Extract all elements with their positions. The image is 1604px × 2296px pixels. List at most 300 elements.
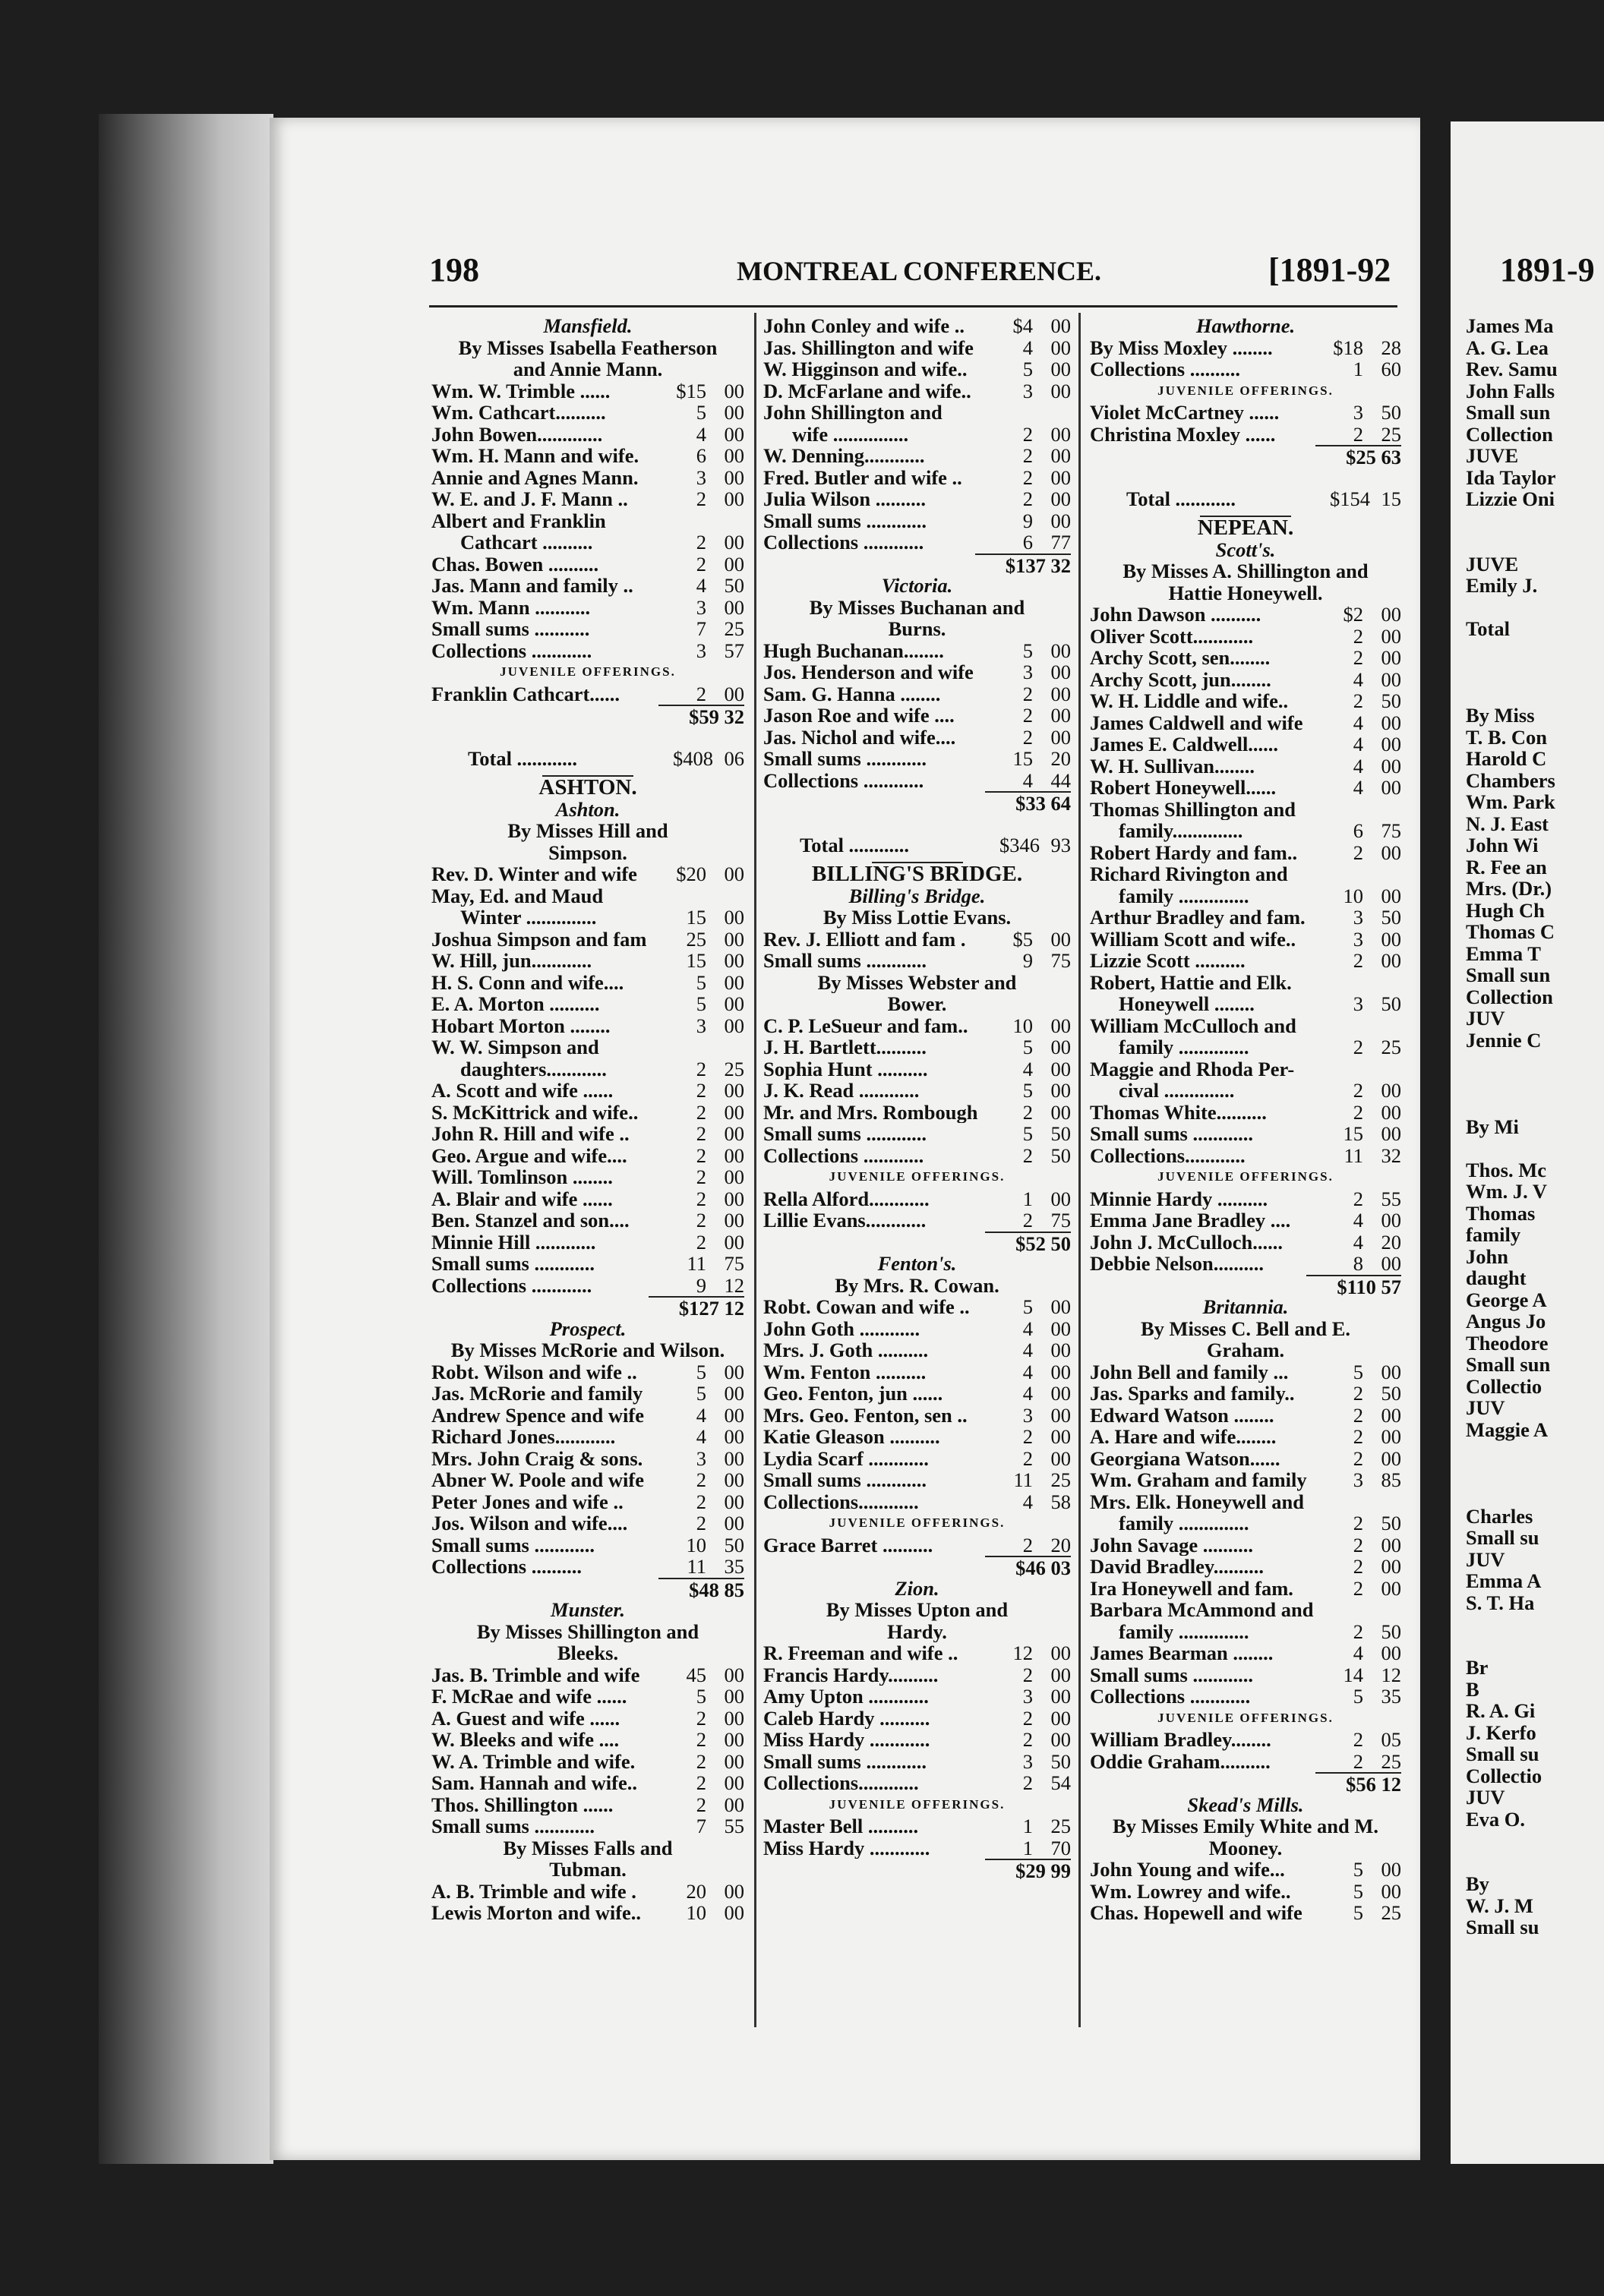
entry-dollars: 2 bbox=[1022, 422, 1033, 446]
entry-cents: 00 bbox=[1050, 1360, 1071, 1383]
entry-cents: 00 bbox=[1050, 639, 1071, 662]
entry-name: Lydia Scarf ............ bbox=[763, 1447, 929, 1469]
entry-dollars: 12 bbox=[1012, 1642, 1033, 1664]
entry-cents bbox=[706, 885, 744, 907]
entry-name: Sophia Hunt .......... bbox=[763, 1058, 928, 1080]
entry-row bbox=[431, 1015, 744, 1037]
entry-name: S. McKittrick and wife.. bbox=[431, 1101, 639, 1123]
entry-row bbox=[1090, 993, 1401, 1015]
entry-row bbox=[763, 705, 1071, 727]
entry-name: Collections ............ bbox=[431, 1274, 592, 1296]
right-page-fragment bbox=[1466, 1462, 1558, 1484]
entry-row bbox=[431, 1448, 744, 1470]
entry-cents: 00 bbox=[724, 1490, 744, 1513]
collector-line: By Misses McRorie and Wilson. bbox=[450, 1339, 725, 1361]
entry-cents: 00 bbox=[1050, 1187, 1071, 1210]
subtotal-row bbox=[763, 1232, 1071, 1254]
entry-cents: 00 bbox=[724, 1425, 744, 1448]
entry-name: Small sums ............ bbox=[763, 509, 927, 531]
entry-dollars: 3 bbox=[696, 1446, 706, 1470]
entry-name: Lillie Evans............ bbox=[763, 1210, 927, 1232]
entry-row bbox=[431, 1036, 744, 1058]
entry-cents: 50 bbox=[1381, 992, 1401, 1015]
entry-dollars: 11 bbox=[1013, 1468, 1033, 1491]
entry-name: David Bradley.......... bbox=[1090, 1556, 1264, 1578]
entry-name: Maggie and Rhoda Per- bbox=[1090, 1058, 1295, 1080]
entry-cents: 00 bbox=[1381, 1122, 1401, 1145]
entry-row bbox=[1090, 1448, 1401, 1470]
entry-row bbox=[1090, 712, 1401, 734]
entry-cents: 00 bbox=[724, 1879, 744, 1903]
entry-cents: 58 bbox=[1050, 1490, 1071, 1513]
right-page-fragment: Harold C bbox=[1466, 747, 1547, 770]
entry-cents: 00 bbox=[724, 1468, 744, 1491]
entry-dollars: 5 bbox=[1353, 1879, 1363, 1903]
entry-row bbox=[431, 1058, 744, 1080]
entry-dollars: $408 bbox=[673, 746, 713, 770]
entry-dollars: 2 bbox=[696, 1706, 706, 1730]
entry-dollars: 2 bbox=[1353, 949, 1363, 972]
entry-name: Total ............ bbox=[800, 834, 910, 856]
entry-name: Georgiana Watson...... bbox=[1090, 1447, 1280, 1469]
entry-row bbox=[431, 640, 744, 662]
subtotal-row bbox=[763, 554, 1071, 576]
entry-cents: 00 bbox=[724, 1663, 744, 1686]
right-page-fragment: T. B. Con bbox=[1466, 725, 1548, 749]
entry-dollars: 2 bbox=[696, 682, 706, 705]
entry-dollars: 11 bbox=[687, 1252, 706, 1275]
entry-dollars: 2 bbox=[1353, 624, 1363, 648]
right-page-fragment: Small su bbox=[1466, 1526, 1539, 1549]
entry-cents: 00 bbox=[724, 595, 744, 619]
entry-cents: 00 bbox=[1381, 776, 1401, 799]
entry-name: Sam. G. Hanna ........ bbox=[763, 683, 941, 705]
right-page-fragment bbox=[1466, 683, 1558, 705]
entry-dollars: 2 bbox=[1353, 689, 1363, 712]
entry-cents: 00 bbox=[1381, 840, 1401, 864]
entry-dollars: 5 bbox=[1022, 1036, 1033, 1058]
entry-row bbox=[431, 1232, 744, 1254]
entry-name: Joshua Simpson and fam bbox=[431, 928, 647, 950]
entry-dollars bbox=[673, 885, 706, 907]
circuit-heading: Britannia. bbox=[1202, 1296, 1289, 1318]
entry-dollars bbox=[999, 402, 1033, 424]
entry-row bbox=[763, 510, 1071, 532]
entry-name: Collections............ bbox=[763, 1490, 919, 1512]
entry-row bbox=[763, 1296, 1071, 1318]
entry-row bbox=[431, 575, 744, 597]
collector-line: By Misses C. Bell and E. bbox=[1140, 1317, 1351, 1339]
collector-line: Bower. bbox=[887, 993, 947, 1015]
entry-cents: 00 bbox=[1050, 465, 1071, 489]
entry-name: W. Bleeks and wife .... bbox=[431, 1729, 620, 1751]
circuit-heading: Munster. bbox=[551, 1599, 625, 1621]
entry-dollars: 4 bbox=[1353, 776, 1363, 799]
entry-cents: 00 bbox=[1381, 1360, 1401, 1383]
entry-row bbox=[763, 1015, 1071, 1037]
collector-line: By Misses Upton and bbox=[826, 1599, 1009, 1621]
entry-name: wife ............... bbox=[792, 423, 909, 445]
entry-cents: 50 bbox=[1381, 689, 1401, 712]
entry-row bbox=[1090, 842, 1401, 864]
entry-dollars: 7 bbox=[696, 617, 706, 640]
collector-line: By Misses Webster and bbox=[817, 971, 1017, 993]
entry-row bbox=[431, 1080, 744, 1102]
circuit-heading: Hawthorne. bbox=[1195, 315, 1296, 337]
entry-name: Jas. Sparks and family.. bbox=[1090, 1383, 1295, 1405]
entry-row bbox=[1090, 402, 1401, 424]
collector-line: By Misses Falls and bbox=[503, 1837, 673, 1859]
entry-name: family .............. bbox=[1119, 1620, 1249, 1642]
entry-row bbox=[763, 1469, 1071, 1491]
entry-name: Violet McCartney ...... bbox=[1090, 402, 1280, 424]
entry-row bbox=[763, 1815, 1071, 1837]
entry-name: Edward Watson ........ bbox=[1090, 1404, 1274, 1426]
right-page-fragment: Emma A bbox=[1466, 1569, 1542, 1592]
entry-name: Richard Rivington and bbox=[1090, 863, 1288, 885]
collector-line: By Misses A. Shillington and bbox=[1122, 560, 1369, 582]
entry-dollars: 2 bbox=[1022, 1706, 1033, 1730]
entry-dollars: 8 bbox=[1353, 1252, 1363, 1275]
entry-name: Small sums ............ bbox=[763, 1123, 927, 1145]
entry-cents: 00 bbox=[1050, 1706, 1071, 1730]
entry-name: H. S. Conn and wife.... bbox=[431, 971, 624, 993]
entry-name: Jason Roe and wife .... bbox=[763, 705, 955, 727]
entry-cents: 75 bbox=[1050, 949, 1071, 972]
entry-cents: 70 bbox=[1050, 1836, 1071, 1859]
collector-line: By Misses Emily White and M. bbox=[1113, 1815, 1378, 1837]
entry-row bbox=[1090, 1383, 1401, 1405]
entry-cents: 00 bbox=[1381, 1446, 1401, 1470]
entry-name: Julia Wilson .......... bbox=[763, 488, 927, 510]
entry-dollars: 11 bbox=[687, 1555, 706, 1578]
entry-cents: 00 bbox=[1050, 422, 1071, 446]
entry-cents: 00 bbox=[724, 949, 744, 972]
entry-row bbox=[431, 1729, 744, 1751]
entry-name: Wm. Cathcart.......... bbox=[431, 402, 606, 424]
entry-row bbox=[1090, 1578, 1401, 1600]
subtotal-amount: $56 12 bbox=[1315, 1772, 1401, 1794]
right-page-fragment bbox=[1466, 510, 1558, 532]
entry-name: Oliver Scott............ bbox=[1090, 625, 1254, 647]
right-page-fragment: Collectio bbox=[1466, 1764, 1542, 1787]
entry-row bbox=[763, 1102, 1071, 1124]
right-page-fragment: daught bbox=[1466, 1266, 1527, 1289]
entry-dollars: 2 bbox=[696, 1079, 706, 1102]
juvenile-heading: JUVENILE OFFERINGS. bbox=[1157, 1710, 1334, 1725]
entry-name: Collections............ bbox=[1090, 1144, 1246, 1166]
entry-name: J. K. Read ............ bbox=[763, 1080, 920, 1102]
collector-line: Graham. bbox=[1206, 1339, 1285, 1361]
right-page-fragment: Total bbox=[1466, 617, 1510, 640]
entry-dollars: 4 bbox=[696, 574, 706, 597]
entry-row bbox=[431, 1275, 744, 1297]
entry-name: Francis Hardy.......... bbox=[763, 1664, 939, 1686]
district-heading: BILLING'S BRIDGE. bbox=[811, 863, 1023, 885]
entry-row bbox=[431, 1166, 744, 1188]
entry-row bbox=[763, 424, 1071, 446]
entry-dollars: 3 bbox=[696, 639, 706, 662]
entry-dollars: 2 bbox=[696, 552, 706, 576]
collector-line: Hattie Honeywell. bbox=[1168, 582, 1323, 604]
entry-dollars: 2 bbox=[1353, 1576, 1363, 1600]
entry-name: Collections............ bbox=[763, 1772, 919, 1794]
entry-cents: 00 bbox=[724, 552, 744, 576]
entry-dollars: 2 bbox=[1353, 1512, 1363, 1534]
entry-name: Mrs. John Craig & sons. bbox=[431, 1447, 643, 1469]
entry-row bbox=[763, 380, 1071, 402]
entry-name: Robert Honeywell...... bbox=[1090, 777, 1277, 799]
entry-dollars: 2 bbox=[1353, 1425, 1363, 1448]
entry-cents: 00 bbox=[1050, 509, 1071, 532]
entry-row bbox=[1090, 1469, 1401, 1491]
collector-line: Hardy. bbox=[887, 1620, 947, 1642]
entry-name: Robt. Wilson and wife .. bbox=[431, 1361, 637, 1383]
entry-cents: 77 bbox=[1050, 531, 1071, 554]
entry-dollars: $154 bbox=[1330, 487, 1370, 510]
entry-row bbox=[431, 1188, 744, 1210]
entry-row bbox=[1090, 799, 1401, 821]
entry-row bbox=[1090, 950, 1401, 972]
entry-name: Hugh Buchanan........ bbox=[763, 639, 944, 661]
entry-name: Minnie Hill ............ bbox=[431, 1231, 596, 1253]
entry-row bbox=[763, 402, 1071, 424]
entry-row bbox=[763, 1036, 1071, 1058]
entry-row bbox=[431, 1491, 744, 1513]
entry-row bbox=[1090, 1036, 1401, 1058]
entry-row bbox=[763, 1361, 1071, 1383]
entry-row bbox=[431, 1815, 744, 1837]
subtotal-row bbox=[1090, 1772, 1401, 1794]
entry-dollars: 5 bbox=[1353, 1901, 1363, 1924]
entry-dollars: 4 bbox=[696, 1425, 706, 1448]
entry-cents: 12 bbox=[1381, 1663, 1401, 1686]
subtotal-row bbox=[1090, 445, 1401, 467]
entry-name: family.............. bbox=[1119, 820, 1243, 842]
entry-name: Miss Hardy ............ bbox=[763, 1729, 930, 1751]
entry-row bbox=[763, 488, 1071, 510]
entry-dollars bbox=[1330, 799, 1363, 821]
entry-name: Geo. Argue and wife.... bbox=[431, 1144, 627, 1166]
entry-dollars: $2 bbox=[1343, 603, 1363, 626]
entry-dollars: 2 bbox=[1022, 1533, 1033, 1556]
right-page-fragment: Small sun bbox=[1466, 964, 1551, 986]
entry-row bbox=[1090, 972, 1401, 994]
entry-dollars: 2 bbox=[1022, 1663, 1033, 1686]
entry-dollars: $4 bbox=[1012, 314, 1033, 337]
entry-name: Rella Alford............ bbox=[763, 1187, 930, 1210]
entry-cents: 32 bbox=[1381, 1143, 1401, 1167]
entry-name: May, Ed. and Maud bbox=[431, 885, 604, 907]
entry-cents bbox=[1363, 1058, 1401, 1080]
entry-row bbox=[431, 402, 744, 424]
entry-row bbox=[763, 1339, 1071, 1361]
entry-row bbox=[763, 929, 1071, 951]
entry-cents: 60 bbox=[1381, 358, 1401, 380]
entry-dollars: 2 bbox=[1353, 1382, 1363, 1405]
subtotal-row bbox=[763, 791, 1071, 813]
right-page-fragment: JUVE bbox=[1466, 552, 1519, 576]
entry-dollars: 2 bbox=[696, 1468, 706, 1491]
entry-name: Miss Hardy ............ bbox=[763, 1837, 930, 1859]
entry-row bbox=[1090, 929, 1401, 951]
entry-name: Jas. B. Trimble and wife bbox=[431, 1664, 640, 1686]
entry-row bbox=[763, 1837, 1071, 1859]
entry-row bbox=[1090, 733, 1401, 755]
entry-name: E. A. Morton .......... bbox=[431, 993, 600, 1015]
entry-name: D. McFarlane and wife.. bbox=[763, 380, 971, 402]
entry-dollars: 3 bbox=[1353, 1468, 1363, 1491]
entry-name: Mr. and Mrs. Rombough bbox=[763, 1101, 978, 1123]
entry-row bbox=[1090, 1881, 1401, 1903]
entry-name: Total ............ bbox=[1126, 487, 1236, 509]
entry-row bbox=[1090, 647, 1401, 669]
circuit-heading: Skead's Mills. bbox=[1187, 1793, 1304, 1815]
right-page-fragment: JUV bbox=[1466, 1396, 1505, 1419]
column-divider bbox=[754, 313, 756, 2027]
entry-row bbox=[763, 1145, 1071, 1167]
juvenile-heading: JUVENILE OFFERINGS. bbox=[500, 664, 676, 679]
entry-row bbox=[1090, 690, 1401, 712]
entry-name: Katie Gleason .......... bbox=[763, 1426, 940, 1448]
right-page-fragment: Hugh Ch bbox=[1466, 898, 1545, 922]
entry-cents: 00 bbox=[724, 1165, 744, 1188]
entry-cents: 00 bbox=[724, 1403, 744, 1427]
entry-cents: 75 bbox=[1381, 819, 1401, 842]
entry-row bbox=[431, 1405, 744, 1427]
entry-dollars: 1 bbox=[1022, 1836, 1033, 1859]
entry-row bbox=[1090, 1556, 1401, 1578]
entry-row bbox=[431, 683, 744, 705]
entry-name: Total ............ bbox=[468, 747, 578, 769]
entry-row bbox=[431, 554, 744, 576]
entry-cents: 00 bbox=[724, 1100, 744, 1124]
entry-name: Abner W. Poole and wife bbox=[431, 1469, 644, 1491]
collector-line: and Annie Mann. bbox=[513, 358, 663, 380]
entry-name: Master Bell .......... bbox=[763, 1815, 919, 1837]
entry-cents: 00 bbox=[1381, 754, 1401, 777]
right-page-fragment: W. J. M bbox=[1466, 1894, 1533, 1917]
entry-row bbox=[431, 531, 744, 554]
entry-dollars: 5 bbox=[1022, 1122, 1033, 1145]
district-heading: ASHTON. bbox=[538, 777, 637, 799]
entry-dollars: 5 bbox=[696, 992, 706, 1015]
entry-name: W. Hill, jun............ bbox=[431, 950, 592, 972]
entry-dollars: 10 bbox=[686, 1901, 706, 1924]
entry-name: Arthur Bradley and fam. bbox=[1090, 907, 1306, 929]
entry-row bbox=[1090, 1210, 1401, 1232]
total-row bbox=[763, 834, 1071, 856]
circuit-heading: Fenton's. bbox=[877, 1253, 957, 1275]
entry-dollars: 5 bbox=[1022, 1295, 1033, 1318]
entry-dollars: 4 bbox=[1022, 336, 1033, 359]
entry-name: Wm. Lowrey and wife.. bbox=[1090, 1880, 1291, 1902]
entry-cents: 00 bbox=[1050, 379, 1071, 402]
entry-name: James Caldwell and wife bbox=[1090, 711, 1303, 733]
entry-cents: 00 bbox=[724, 1706, 744, 1730]
entry-dollars: 2 bbox=[1022, 704, 1033, 727]
entry-dollars: 2 bbox=[696, 1749, 706, 1773]
entry-dollars: 5 bbox=[1022, 1079, 1033, 1102]
entry-name: Rev. J. Elliott and fam . bbox=[763, 928, 966, 950]
entry-name: Collections .......... bbox=[1090, 358, 1240, 380]
entry-dollars: 6 bbox=[696, 444, 706, 467]
entry-cents: 00 bbox=[724, 1685, 744, 1708]
entry-row bbox=[431, 1772, 744, 1794]
entry-cents: 00 bbox=[724, 927, 744, 951]
entry-row bbox=[1090, 1642, 1401, 1664]
entry-row bbox=[763, 1318, 1071, 1340]
entry-row bbox=[1090, 337, 1401, 359]
collector-line: By Misses Buchanan and bbox=[809, 596, 1025, 618]
entry-cents: 00 bbox=[724, 992, 744, 1015]
entry-cents: 00 bbox=[1050, 725, 1071, 749]
entry-name: W. Denning............ bbox=[763, 445, 925, 467]
entry-dollars: $15 bbox=[676, 379, 706, 402]
entry-cents: 00 bbox=[724, 1793, 744, 1816]
entry-name: Small sums ............ bbox=[431, 1815, 595, 1837]
entry-cents: 25 bbox=[1381, 1901, 1401, 1924]
entry-cents: 00 bbox=[1050, 927, 1071, 951]
subtotal-row bbox=[431, 705, 744, 727]
entry-dollars: 2 bbox=[1022, 1446, 1033, 1470]
entry-name: Jas. Nichol and wife.... bbox=[763, 726, 956, 748]
right-page-fragment bbox=[1466, 1613, 1558, 1635]
entry-row bbox=[763, 748, 1071, 770]
entry-name: John Bell and family ... bbox=[1090, 1361, 1289, 1383]
entry-row bbox=[1090, 1599, 1401, 1621]
entry-dollars: 4 bbox=[1022, 1339, 1033, 1361]
entry-name: Emma Jane Bradley .... bbox=[1090, 1210, 1291, 1232]
right-page-fragment: Wm. Park bbox=[1466, 790, 1555, 813]
entry-cents: 00 bbox=[724, 1749, 744, 1773]
entry-cents: 00 bbox=[1381, 1079, 1401, 1102]
entry-cents: 00 bbox=[724, 1230, 744, 1254]
entry-dollars: 5 bbox=[1353, 1685, 1363, 1708]
right-page-fragment: Small su bbox=[1466, 1742, 1539, 1765]
entry-cents bbox=[706, 1036, 744, 1058]
entry-cents bbox=[1363, 863, 1401, 885]
entry-cents: 00 bbox=[724, 1512, 744, 1534]
entry-name: Debbie Nelson.......... bbox=[1090, 1253, 1264, 1275]
entry-dollars: 5 bbox=[1022, 358, 1033, 380]
right-page-fragment bbox=[1466, 1094, 1558, 1116]
entry-cents: 00 bbox=[1381, 667, 1401, 691]
entry-cents: 00 bbox=[1381, 733, 1401, 755]
entry-name: William McCulloch and bbox=[1090, 1014, 1296, 1036]
entry-name: John Shillington and bbox=[763, 402, 943, 424]
entry-dollars: 2 bbox=[696, 1230, 706, 1254]
entry-name: Lizzie Scott .......... bbox=[1090, 950, 1246, 972]
entry-row bbox=[1090, 1188, 1401, 1210]
entry-dollars: 3 bbox=[1353, 401, 1363, 424]
entry-row bbox=[431, 618, 744, 640]
entry-dollars: $5 bbox=[1012, 927, 1033, 951]
entry-row bbox=[1090, 1145, 1401, 1167]
entry-name: W. Higginson and wife.. bbox=[763, 358, 968, 380]
entry-name: Franklin Cathcart...... bbox=[431, 683, 620, 705]
page-title: MONTREAL CONFERENCE. bbox=[737, 256, 1102, 286]
entry-row bbox=[1090, 1491, 1401, 1513]
entry-cents bbox=[706, 510, 744, 532]
entry-name: John Conley and wife .. bbox=[763, 315, 965, 337]
entry-cents: 00 bbox=[724, 531, 744, 554]
right-page-fragment: Maggie A bbox=[1466, 1418, 1549, 1441]
entry-row bbox=[763, 1448, 1071, 1470]
entry-dollars bbox=[1330, 1491, 1363, 1513]
total-row bbox=[431, 748, 744, 770]
entry-row bbox=[763, 315, 1071, 337]
